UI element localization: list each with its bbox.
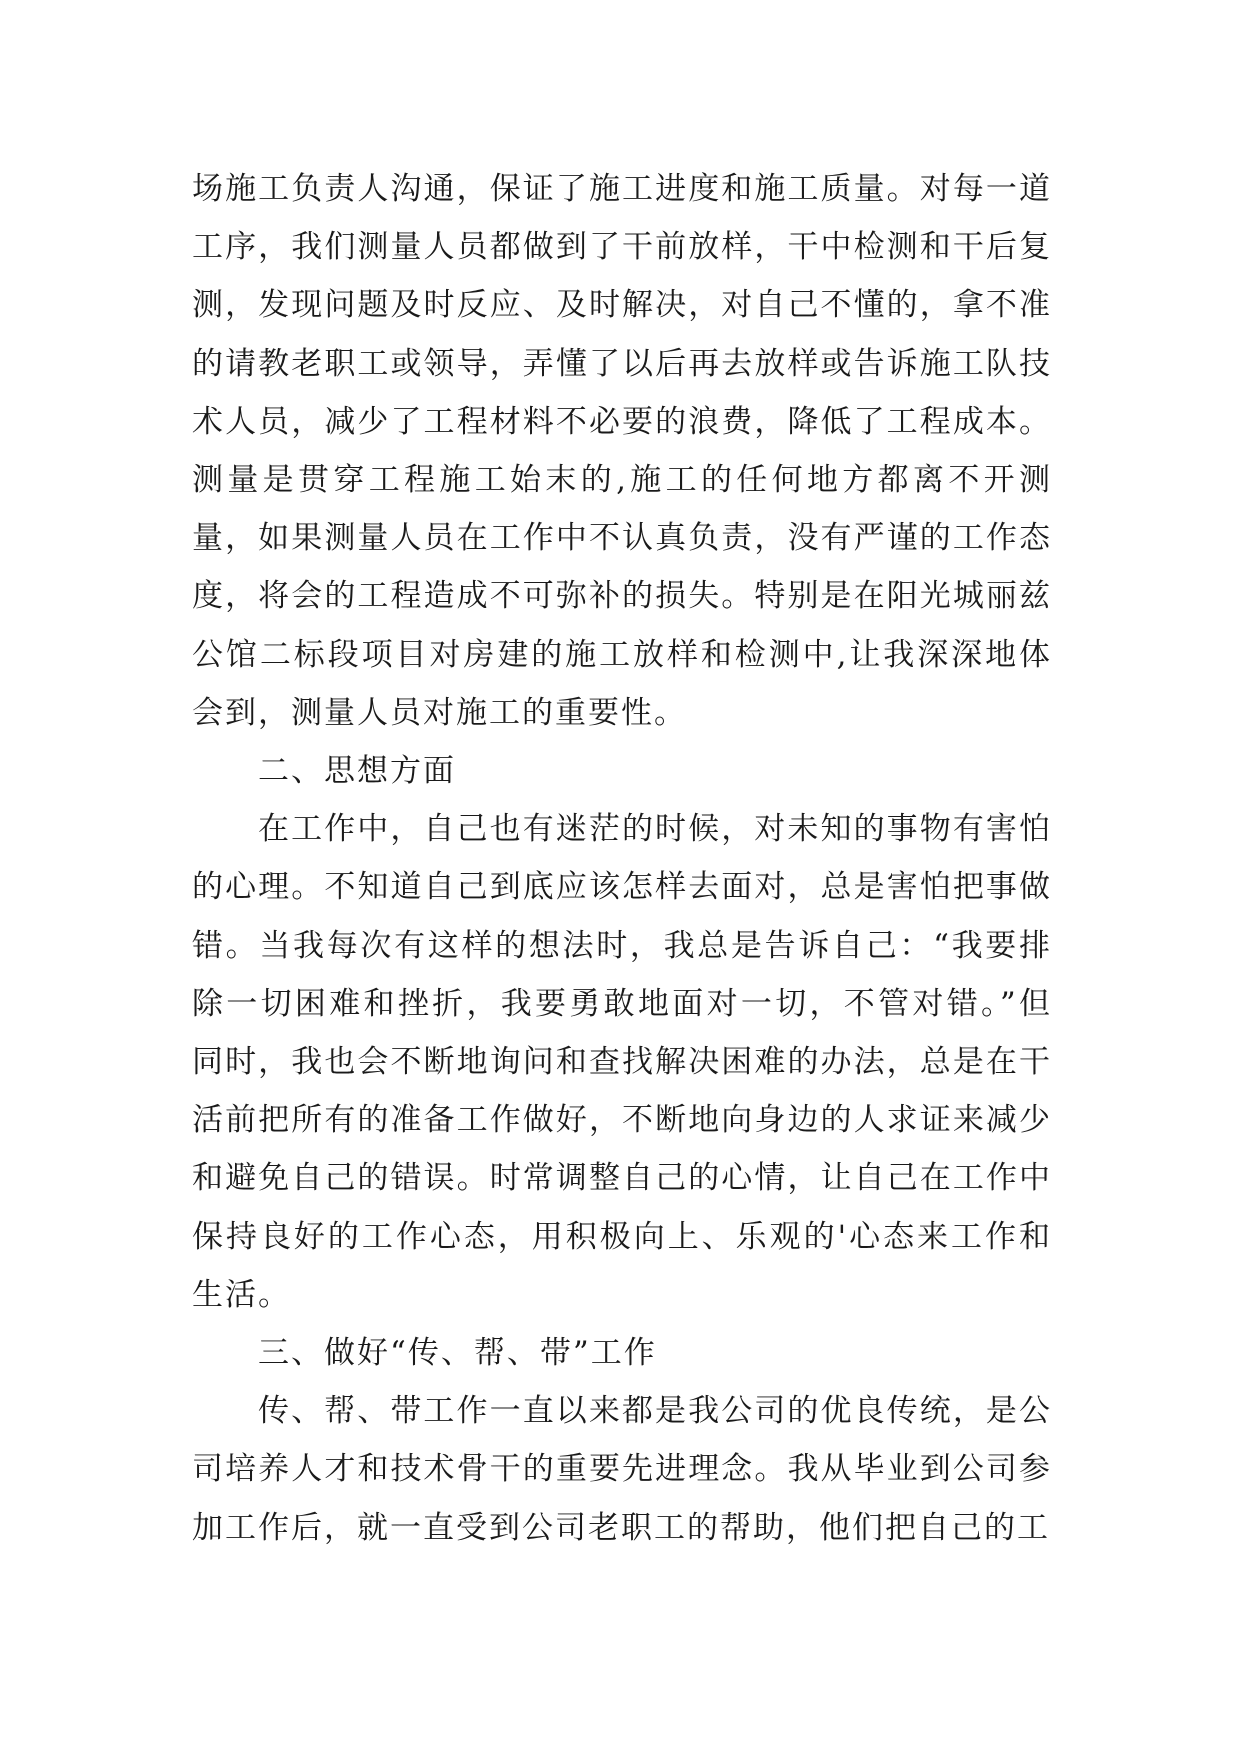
section-heading-thinking: 二、思想方面 [258, 753, 456, 790]
document-body [192, 160, 1052, 1557]
paragraph-continuation: 场施工负责人沟通，保证了施工进度和施工质量。对每一道工序，我们测量人员都做到了干前放样，干中检测和干后复测，发现问题及时反应、及时解决，对自己不懂的，拿不准的请教老职工或领导，弄懂了以后再去放样或告诉施工队技术人员，减少了工程材料不必要的浪费，降低了工程成本。测量是贯穿工程施工始末的,施工的任何地方都离不开测量，如果测量人员在工作中不认真负责，没有严谨的工作态度，将会的工程造成不可弥补的损失。特别是在阳光城丽兹公馆二标段项目对房建的施工放样和检测中,让我深深地体会到，测量人员对施工的重要性。 [192, 171, 1052, 731]
paragraph-thinking: 在工作中，自己也有迷茫的时候，对未知的事物有害怕的心理。不知道自己到底应该怎样去面对，总是害怕把事做错。当我每次有这样的想法时，我总是告诉自己：“我要排除一切困难和挫折，我要勇敢地面对一切，不管对错。”但同时，我也会不断地询问和查找解决困难的办法，总是在干活前把所有的准备工作做好，不断地向身边的人求证来减少和避免自己的错误。时常调整自己的心情，让自己在工作中保持良好的工作心态，用积极向上、乐观的'心态来工作和生活。 [192, 811, 1052, 1313]
section-heading-mentoring: 三、做好“传、帮、带”工作 [258, 1335, 657, 1372]
paragraph-mentoring: 传、帮、带工作一直以来都是我公司的优良传统，是公司培养人才和技术骨干的重要先进理念。我从毕业到公司参加工作后，就一直受到公司老职工的帮助，他们把自己的工 [192, 1393, 1052, 1546]
